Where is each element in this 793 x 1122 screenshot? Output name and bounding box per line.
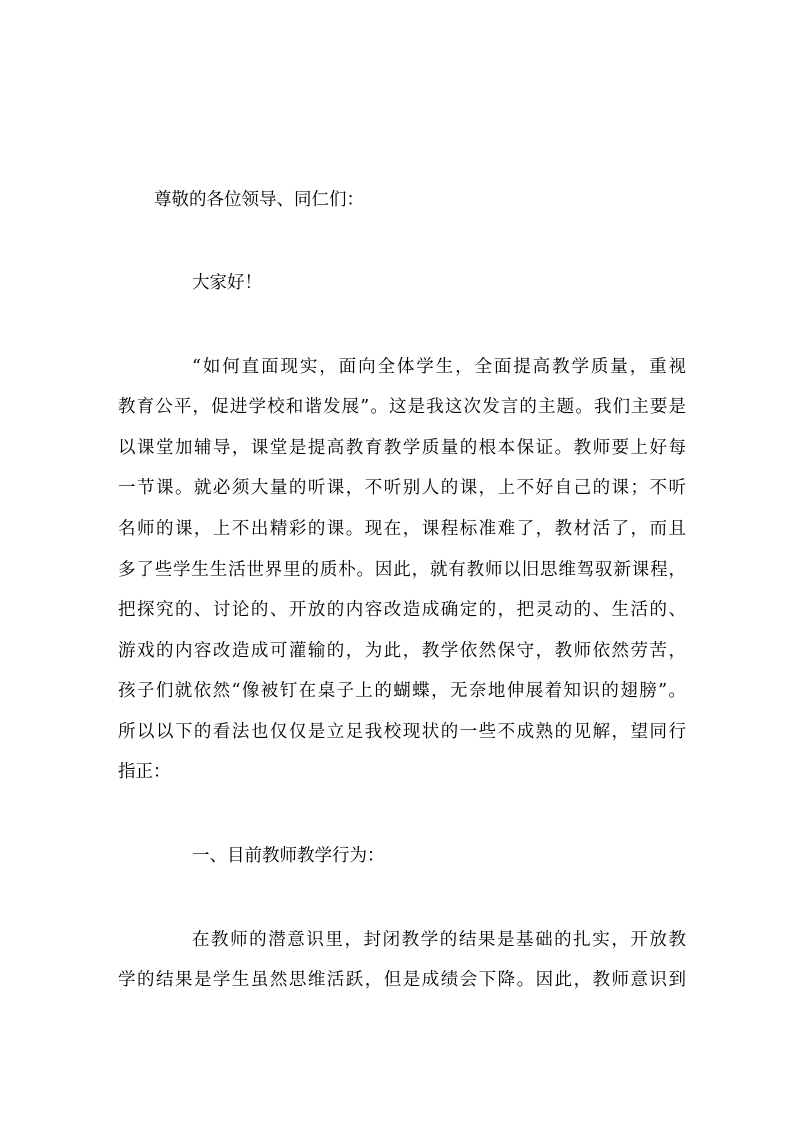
paragraph-line: 以课堂加辅导，课堂是提高教育教学质量的根本保证。教师要上好每 [118, 438, 686, 458]
paragraph-line: 一节课。就必须大量的听课，不听别人的课，上不好自己的课；不听 [118, 478, 686, 498]
paragraph-line: 多了些学生生活世界里的质朴。因此，就有教师以旧思维驾驭新课程， [118, 560, 686, 580]
paragraph-line: 名师的课，上不出精彩的课。现在，课程标准难了，教材活了，而且 [118, 519, 686, 539]
salutation: 尊敬的各位领导、同仁们： [154, 190, 364, 210]
paragraph-line: 学的结果是学生虽然思维活跃，但是成绩会下降。因此，教师意识到 [118, 970, 686, 990]
paragraph-line: 孩子们就依然“像被钉在桌子上的蝴蝶，无奈地伸展着知识的翅膀”。 [118, 681, 686, 701]
paragraph-line: 游戏的内容改造成可灌输的，为此，教学依然保守，教师依然劳苦， [118, 641, 686, 661]
section-heading: 一、目前教师教学行为： [192, 846, 385, 866]
greeting: 大家好！ [192, 273, 262, 293]
paragraph-line: 指正： [118, 762, 171, 782]
paragraph-line: 教育公平，促进学校和谐发展”。这是我这次发言的主题。我们主要是 [118, 397, 686, 417]
paragraph-line: “如何直面现实，面向全体学生，全面提高教学质量，重视 [192, 357, 686, 377]
paragraph-line: 所以以下的看法也仅仅是立足我校现状的一些不成熟的见解，望同行 [118, 722, 686, 742]
paragraph-line: 在教师的潜意识里，封闭教学的结果是基础的扎实，开放教 [192, 930, 686, 950]
paragraph-line: 把探究的、讨论的、开放的内容改造成确定的，把灵动的、生活的、 [118, 600, 686, 620]
